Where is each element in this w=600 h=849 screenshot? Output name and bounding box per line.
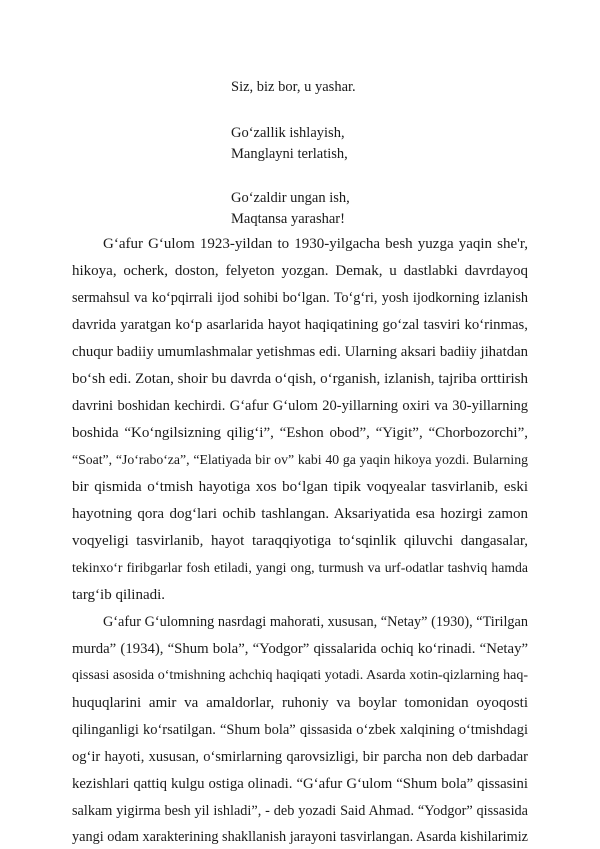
- text-line: bo‘sh edi. Zotan, shoir bu davrda o‘qish, o‘rganish, izlanish, tajriba orttirish: [72, 371, 528, 387]
- text-line: hikoya, ocherk, doston, felyeton yozgan. Demak, u dastlabki davrdayoq: [72, 263, 528, 279]
- text-line: kezishlari qattiq kulgu ostiga olinadi. “G‘afur G‘ulom “Shum bola” qissasini: [72, 776, 528, 792]
- poem-line: Go‘zaldir ungan ish,: [231, 190, 350, 206]
- text-line: hayotning qora dog‘lari ochib tashlangan. Aksariyatida esa hozirgi zamon: [72, 506, 528, 522]
- text-line: sermahsul va ko‘pqirrali ijod sohibi bo‘lgan. To‘g‘ri, yosh ijodkorning izlanish: [72, 290, 528, 306]
- text-line: qilinganligi ko‘rsatilgan. “Shum bola” qissasida o‘zbek xalqining o‘tmishdagi: [72, 722, 528, 738]
- poem-line: Go‘zallik ishlayish,: [231, 125, 345, 141]
- text-line: yangi odam xarakterining shakllanish jarayoni tasvirlangan. Asarda kishilarimiz: [72, 829, 528, 845]
- text-line: voqyeligi tasvirlanib, hayot taraqqiyotiga to‘sqinlik qiluvchi dangasalar,: [72, 533, 528, 549]
- text-line: targ‘ib qilinadi.: [72, 587, 166, 603]
- poem-line: Siz, biz bor, u yashar.: [231, 79, 356, 95]
- text-line: tekinxo‘r firibgarlar fosh etiladi, yangi ong, turmush va urf-odatlar tashviq hamda: [72, 560, 528, 575]
- text-line: huquqlarini amir va amaldorlar, ruhoniy va boylar tomonidan oyoqosti: [72, 695, 528, 711]
- poem-line: Maqtansa yarashar!: [231, 211, 345, 227]
- text-line: “Soat”, “Jo‘rabo‘za”, “Elatiyada bir ov” kabi 40 ga yaqin hikoya yozdi. Bularning: [72, 452, 528, 467]
- poem-line: Manglayni terlatish,: [231, 146, 348, 162]
- text-line: boshida “Ko‘ngilsizning qilig‘i”, “Eshon obod”, “Yigit”, “Chorbozorchi”,: [72, 425, 528, 441]
- text-line: qissasi asosida o‘tmishning achchiq haqiqati yotadi. Asarda xotin-qizlarning haq-: [72, 668, 528, 683]
- text-line: G‘afur G‘ulom 1923-yildan to 1930-yilgacha besh yuzga yaqin she'r,: [103, 236, 528, 252]
- text-line: davrida yaratgan ko‘p asarlarida hayot haqiqatining go‘zal tasviri ko‘rinmas,: [72, 317, 528, 333]
- text-line: murda” (1934), “Shum bola”, “Yodgor” qissalarida ochiq ko‘rinadi. “Netay”: [72, 641, 528, 657]
- text-line: og‘ir hayoti, xususan, o‘smirlarning qarovsizligi, bir parcha non deb darbadar: [72, 749, 528, 765]
- text-line: G‘afur G‘ulomning nasrdagi mahorati, xususan, “Netay” (1930), “Tirilgan: [103, 614, 528, 630]
- text-line: chuqur badiiy umumlashmalar yetishmas edi. Ularning aksari badiiy jihatdan: [72, 344, 528, 360]
- text-line: davrini boshidan kechirdi. G‘afur G‘ulom 20-yillarning oxiri va 30-yillarning: [72, 398, 528, 414]
- text-line: bir qismida o‘tmish hayotiga xos bo‘lgan tipik voqyealar tasvirlanib, eski: [72, 479, 528, 495]
- text-line: salkam yigirma besh yil ishladi”, - deb yozadi Said Ahmad. “Yodgor” qissasida: [72, 803, 528, 819]
